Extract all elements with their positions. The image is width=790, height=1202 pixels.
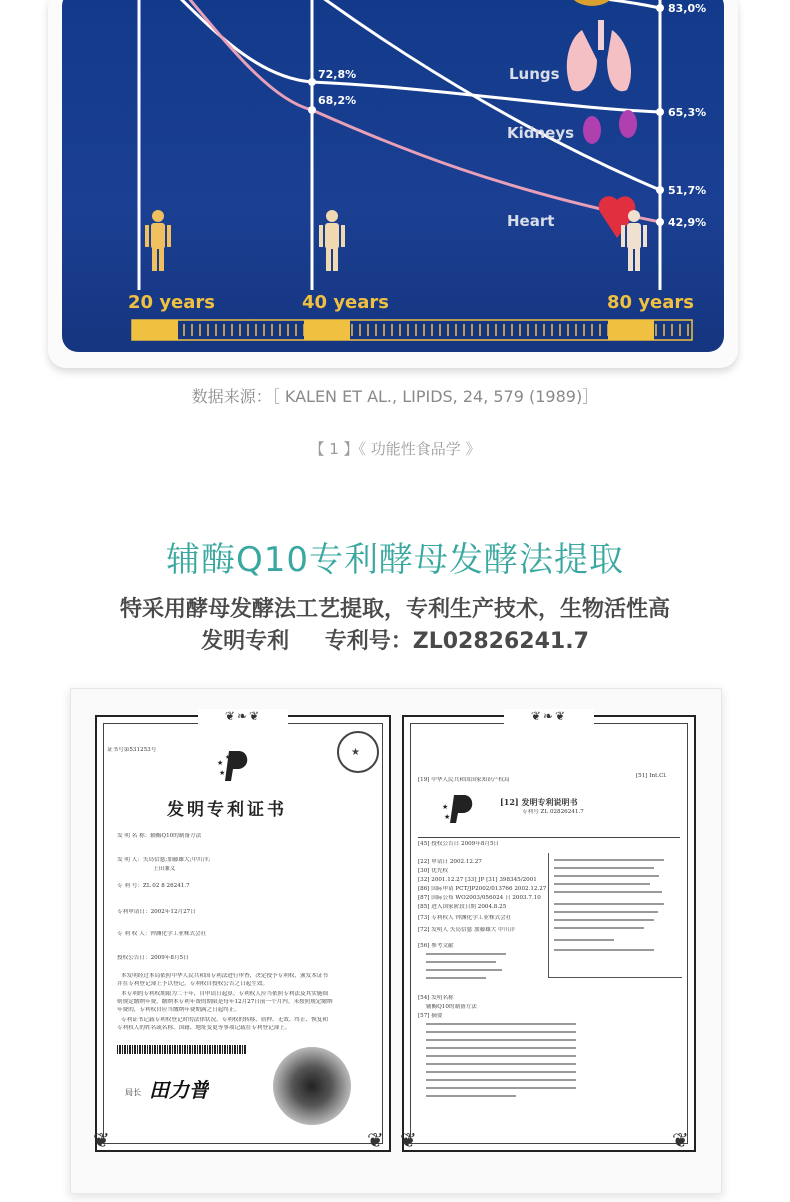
point-kidneys-80 (656, 108, 664, 116)
blurred-stamp (273, 1047, 351, 1125)
reference-line (426, 961, 496, 963)
patent-office-logo-icon (440, 791, 480, 825)
corner-ornament-icon: ❦ (93, 1128, 110, 1152)
value-label-heart: 42,9% (668, 216, 707, 229)
reference-line (426, 977, 486, 979)
reference-line (554, 883, 650, 885)
patent-number: 专利号：ZL02826241.7 (324, 629, 589, 654)
year-label-20: 20 years (128, 292, 215, 313)
point-40-upper (308, 78, 316, 86)
svg-text:★: ★ (219, 769, 226, 777)
patent-specification (400, 709, 696, 1152)
certificate-body-4: 则规定缴纳年费。缴纳本专利年费的期限是每年12月27日前一个月内。未按照规定缴纳 (117, 999, 333, 1005)
spec-invention-name: 辅酶Q10的制备方法 (426, 1004, 477, 1010)
person-20-icon (145, 210, 171, 271)
certificate-body-6: 专利证书记载专利权登记时的法律状况。专利权的转移、质押、无效、终止、恢复和 (121, 1017, 328, 1023)
svg-text:★: ★ (225, 754, 231, 761)
organ-label-lungs: Lungs (509, 65, 560, 83)
corner-ornament-icon: ❦ (400, 1128, 417, 1152)
inventors-continued: 上田兼义 (153, 866, 176, 872)
spec-field: [56] 参考文献 (418, 943, 454, 949)
top-ornament: ❦❧❦ (198, 709, 288, 725)
spec-doc-number: 专利号 ZL 02826241.7 (522, 809, 584, 815)
abstract-line (426, 1031, 576, 1033)
patent-line (0, 624, 790, 655)
spec-field: [30] 优先权 (418, 868, 449, 874)
liver-illustration (570, 0, 614, 6)
certificate-body-7: 专利权人的姓名或名称、国籍、地址变更等事项记载在专利登记簿上。 (117, 1025, 291, 1031)
spec-column-divider (548, 853, 549, 977)
coq10-decline-chart (62, 0, 724, 352)
data-source-caption: 数据来源：［ KALEN ET AL., LIPIDS, 24, 579 (1989)］ (191, 387, 599, 406)
age-ruler (132, 320, 692, 340)
value-label-40-upper: 72,8% (318, 68, 357, 81)
abstract-line (426, 1087, 576, 1089)
chart-panel (62, 0, 724, 352)
year-label-80: 80 years (607, 292, 694, 313)
spec-divider (548, 977, 682, 978)
reference-line (554, 911, 658, 913)
reference-line (554, 891, 662, 893)
corner-ornament-icon: ❦ (672, 1128, 689, 1152)
reference-line (554, 927, 644, 929)
corner-ornament-icon: ❦ (367, 1128, 384, 1152)
certificate-body-3: 本专利的专利权期限为二十年，自申请日起算。专利权人应当依照专利法及其实施细 (121, 991, 328, 997)
filing-date: 专利申请日：2002年12月27日 (117, 909, 196, 915)
certificate-title: 发明专利证书 (167, 800, 287, 820)
spec-field: [32] 2001.12.27 [33] JP [31] 398345/2001 (418, 877, 537, 883)
lungs-illustration (567, 20, 631, 91)
reference-line (426, 953, 506, 955)
spec-field: [72] 发明人 矢岛信慈 加藤雄大 中川洋 (418, 927, 515, 933)
spec-field: [22] 申请日 2002.12.27 (418, 859, 482, 865)
section-headline: 辅酶Q10专利酵母发酵法提取 (165, 540, 625, 580)
patent-number-line: 专 利 号：ZL 02 8 26241.7 (117, 883, 190, 889)
spec-field: [85] 进入国家阶段日期 2004.8.25 (418, 904, 507, 910)
point-top (656, 4, 664, 12)
organ-label-kidneys: Kidneys (507, 124, 575, 142)
year-label-40: 40 years (302, 292, 389, 313)
kidneys-illustration (583, 110, 637, 144)
certificate-number: 证书号第531253号 (107, 747, 157, 753)
patent-office-logo-icon (215, 747, 255, 783)
spec-field: [86] 国际申请 PCT/JP2002/013766 2002.12.27 (418, 886, 547, 892)
official-seal-icon: ★ (337, 731, 379, 773)
spec-header: [19] 中华人民共和国国家知识产权局 (418, 777, 510, 783)
abstract-line (426, 1095, 516, 1097)
reference-line (554, 859, 664, 861)
grant-date: 授权公告日：2009年8月5日 (117, 955, 189, 961)
abstract-line (426, 1039, 576, 1041)
svg-text:★: ★ (444, 813, 451, 821)
signature-label: 局长 (125, 1088, 141, 1097)
organ-label-heart: Heart (507, 212, 555, 230)
value-label-lungs: 51,7% (668, 184, 707, 197)
value-label-40-lower: 68,2% (318, 94, 357, 107)
reference-line (554, 875, 659, 877)
reference-line (426, 969, 502, 971)
reference-line (554, 867, 654, 869)
top-ornament: ❦❧❦ (504, 709, 594, 725)
person-40-icon (319, 210, 345, 271)
value-label-kidneys: 65,3% (668, 106, 707, 119)
svg-text:★: ★ (217, 759, 224, 767)
abstract-line (426, 1047, 576, 1049)
point-heart-80 (656, 218, 664, 226)
inventors: 发 明 人：矢岛信慈;加藤雄大;中川洋; (117, 857, 211, 863)
spec-field: [57] 摘要 (418, 1013, 443, 1019)
abstract-line (426, 1079, 576, 1081)
patent-label: 发明专利 (201, 629, 290, 654)
invention-name: 发 明 名 称：辅酶Q10的制备方法 (117, 833, 202, 839)
abstract-line (426, 1023, 576, 1025)
spec-field: [54] 发明名称 (418, 995, 454, 1001)
point-40-lower (308, 106, 316, 114)
reference-line (554, 939, 614, 941)
reference-caption: 【 1 】《 功能性食品学 》 (309, 440, 481, 458)
spec-field: [73] 专利权人 钟渊化学工业株式会社 (418, 915, 512, 921)
section-subtitle: 特采用酵母发酵法工艺提取，专利生产技术，生物活性高 (119, 597, 670, 622)
spec-divider (418, 837, 680, 838)
barcode (117, 1045, 247, 1054)
patent-certificate (93, 709, 391, 1152)
point-lungs-80 (656, 186, 664, 194)
certificate-body-5: 年费的，专利权自应当缴纳年费期满之日起终止。 (117, 1007, 241, 1013)
spec-doc-title: [12] 发明专利说明书 (500, 797, 578, 807)
certificate-body-1: 本发明经过本局依照中华人民共和国专利法进行审查，决定授予专利权，颁发本证书 (121, 973, 328, 979)
spec-field: [87] 国际公布 WO2003/056024 日 2003.7.10 (418, 895, 541, 901)
abstract-line (426, 1055, 576, 1057)
spec-header-right: [51] Int.Cl. (636, 773, 667, 779)
svg-text:★: ★ (442, 803, 449, 811)
curve-heart (182, 0, 660, 222)
reference-line (554, 949, 654, 951)
patentee: 专 利 权 人：钟渊化学工业株式会社 (117, 931, 207, 937)
spec-field: [45] 授权公告日 2009年8月5日 (418, 841, 500, 847)
curve-top (482, 0, 660, 8)
director-signature: 田力普 (149, 1078, 209, 1102)
value-label-top: 83,0% (668, 2, 707, 15)
abstract-line (426, 1071, 576, 1073)
abstract-line (426, 1063, 576, 1065)
certificate-body-2: 并在专利登记簿上予以登记。专利权自授权公告之日起生效。 (117, 981, 269, 987)
reference-line (554, 903, 664, 905)
reference-line (554, 919, 654, 921)
